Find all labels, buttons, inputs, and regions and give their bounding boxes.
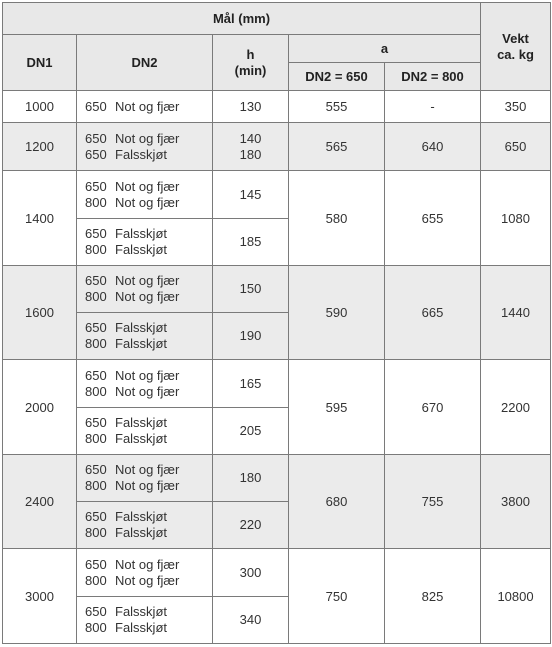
h-value: 165 [239,375,262,391]
dn2-diameter: 800 [85,336,107,352]
header-vekt [481,3,551,91]
cell-h [213,218,289,265]
cell-h [213,407,289,454]
dn2-line [85,226,212,242]
h-value: 150 [239,281,262,297]
dn2-joint-type: Not og fjær [115,478,180,494]
dn2-joint-type: Not og fjær [115,194,180,210]
h-value: 180 [239,146,262,162]
cell-dn1: 2400 [3,454,77,549]
cell-h [213,360,289,407]
cell-dn2 [77,407,213,454]
dn2-diameter: 650 [85,178,107,194]
table-row [3,360,551,407]
dn2-diameter: 650 [85,367,107,383]
dn2-joint-type: Not og fjær [115,98,180,114]
h-value: 205 [239,422,262,438]
cell-h [213,313,289,360]
dn2-line [85,525,212,541]
dn2-joint-type: Falsskjøt [115,509,167,525]
dn2-diameter: 650 [85,414,107,430]
dn2-joint-type: Not og fjær [115,383,180,399]
h-value: 140 [239,130,262,146]
dn2-line [85,478,212,494]
table-body [3,91,551,644]
dn2-line [85,179,212,195]
cell-a-dn2-650: 595 [289,360,385,455]
cell-dn2 [77,454,213,501]
cell-dn2 [77,171,213,218]
dn2-joint-type: Falsskjøt [115,430,167,446]
table-row [3,549,551,596]
cell-dn2 [77,123,213,171]
dn2-line [85,242,212,258]
dn2-joint-type: Not og fjær [115,462,180,478]
dn2-diameter: 800 [85,383,107,399]
dn2-line [85,462,212,478]
cell-h [213,596,289,643]
dn2-line [85,431,212,447]
cell-a-dn2-800: 665 [385,265,481,360]
cell-h [213,265,289,312]
dn2-diameter: 650 [85,273,107,289]
dn2-line [85,557,212,573]
cell-a-dn2-800: 755 [385,454,481,549]
dn2-diameter: 650 [85,556,107,572]
table-row [3,123,551,171]
dn2-joint-type: Falsskjøt [115,525,167,541]
cell-dn1: 2000 [3,360,77,455]
table-row [3,265,551,312]
h-value: 185 [239,233,262,249]
dn2-line [85,320,212,336]
table-row [3,454,551,501]
cell-h [213,91,289,123]
cell-h [213,123,289,171]
header-dn1: DN1 [3,35,77,91]
cell-dn1: 1000 [3,91,77,123]
header-h-label: h [246,46,255,62]
header-vekt-unit: ca. kg [497,46,534,62]
dn2-joint-type: Falsskjøt [115,241,167,257]
cell-a-dn2-650: 680 [289,454,385,549]
cell-vekt: 1080 [481,171,551,266]
cell-dn2 [77,91,213,123]
dn2-diameter: 650 [85,603,107,619]
dn2-diameter: 800 [85,430,107,446]
cell-vekt: 1440 [481,265,551,360]
cell-h [213,454,289,501]
cell-dn2 [77,549,213,596]
dn2-diameter: 650 [85,225,107,241]
dn2-line [85,195,212,211]
cell-h [213,171,289,218]
cell-dn2 [77,596,213,643]
cell-dn2 [77,218,213,265]
cell-a-dn2-800: 670 [385,360,481,455]
dn2-joint-type: Not og fjær [115,556,180,572]
h-value: 220 [239,517,262,533]
table-row [3,91,551,123]
dn2-joint-type: Falsskjøt [115,225,167,241]
header-a-dn2-650: DN2 = 650 [289,63,385,91]
cell-a-dn2-650: 555 [289,91,385,123]
dn2-diameter: 650 [85,130,107,146]
dn2-joint-type: Not og fjær [115,178,180,194]
dn2-line [85,336,212,352]
header-a-dn2-800: DN2 = 800 [385,63,481,91]
cell-dn1: 1200 [3,123,77,171]
cell-vekt: 650 [481,123,551,171]
dn2-joint-type: Falsskjøt [115,414,167,430]
dn2-joint-type: Not og fjær [115,572,180,588]
dn2-line [85,415,212,431]
header-h-unit: (min) [234,62,267,78]
cell-a-dn2-650: 580 [289,171,385,266]
dn2-diameter: 650 [85,509,107,525]
dn2-line [85,368,212,384]
header-a: a [289,35,481,63]
cell-a-dn2-650: 750 [289,549,385,644]
cell-dn1: 3000 [3,549,77,644]
dn2-diameter: 800 [85,619,107,635]
dn2-line [85,99,212,115]
cell-dn1: 1400 [3,171,77,266]
dn2-line [85,509,212,525]
cell-vekt: 2200 [481,360,551,455]
cell-dn2 [77,265,213,312]
header-mal-mm: Mål (mm) [3,3,481,35]
cell-a-dn2-650: 565 [289,123,385,171]
cell-vekt: 3800 [481,454,551,549]
header-dn2: DN2 [77,35,213,91]
cell-dn1: 1600 [3,265,77,360]
h-value: 130 [239,98,262,114]
dn2-joint-type: Not og fjær [115,273,180,289]
dn2-line [85,604,212,620]
dn2-joint-type: Falsskjøt [115,603,167,619]
h-value: 180 [239,470,262,486]
dn2-joint-type: Not og fjær [115,130,180,146]
dn2-joint-type: Falsskjøt [115,320,167,336]
dn2-joint-type: Falsskjøt [115,336,167,352]
cell-dn2 [77,502,213,549]
cell-a-dn2-800: 640 [385,123,481,171]
dn2-joint-type: Falsskjøt [115,619,167,635]
cell-h [213,502,289,549]
dn2-line [85,131,212,147]
dn2-joint-type: Falsskjøt [115,146,167,162]
dn2-line [85,573,212,589]
dn2-diameter: 800 [85,194,107,210]
dn2-diameter: 650 [85,98,107,114]
header-h [213,35,289,91]
dn2-diameter: 800 [85,525,107,541]
dimension-table [2,2,551,644]
dn2-line [85,147,212,163]
cell-dn2 [77,313,213,360]
h-value: 190 [239,328,262,344]
dn2-diameter: 800 [85,289,107,305]
cell-vekt: 350 [481,91,551,123]
dn2-joint-type: Not og fjær [115,289,180,305]
cell-h [213,549,289,596]
dn2-diameter: 650 [85,462,107,478]
cell-a-dn2-800: 825 [385,549,481,644]
cell-a-dn2-650: 590 [289,265,385,360]
cell-a-dn2-800: - [385,91,481,123]
dn2-diameter: 800 [85,572,107,588]
dn2-diameter: 650 [85,146,107,162]
h-value: 145 [239,186,262,202]
cell-a-dn2-800: 655 [385,171,481,266]
h-value: 300 [239,564,262,580]
dn2-line [85,620,212,636]
dn2-diameter: 800 [85,241,107,257]
dn2-diameter: 800 [85,478,107,494]
header-vekt-label: Vekt [502,30,529,46]
dn2-line [85,384,212,400]
cell-vekt: 10800 [481,549,551,644]
h-value: 340 [239,611,262,627]
table-row [3,171,551,218]
dn2-joint-type: Not og fjær [115,367,180,383]
dn2-diameter: 650 [85,320,107,336]
cell-dn2 [77,360,213,407]
dn2-line [85,289,212,305]
dn2-line [85,273,212,289]
